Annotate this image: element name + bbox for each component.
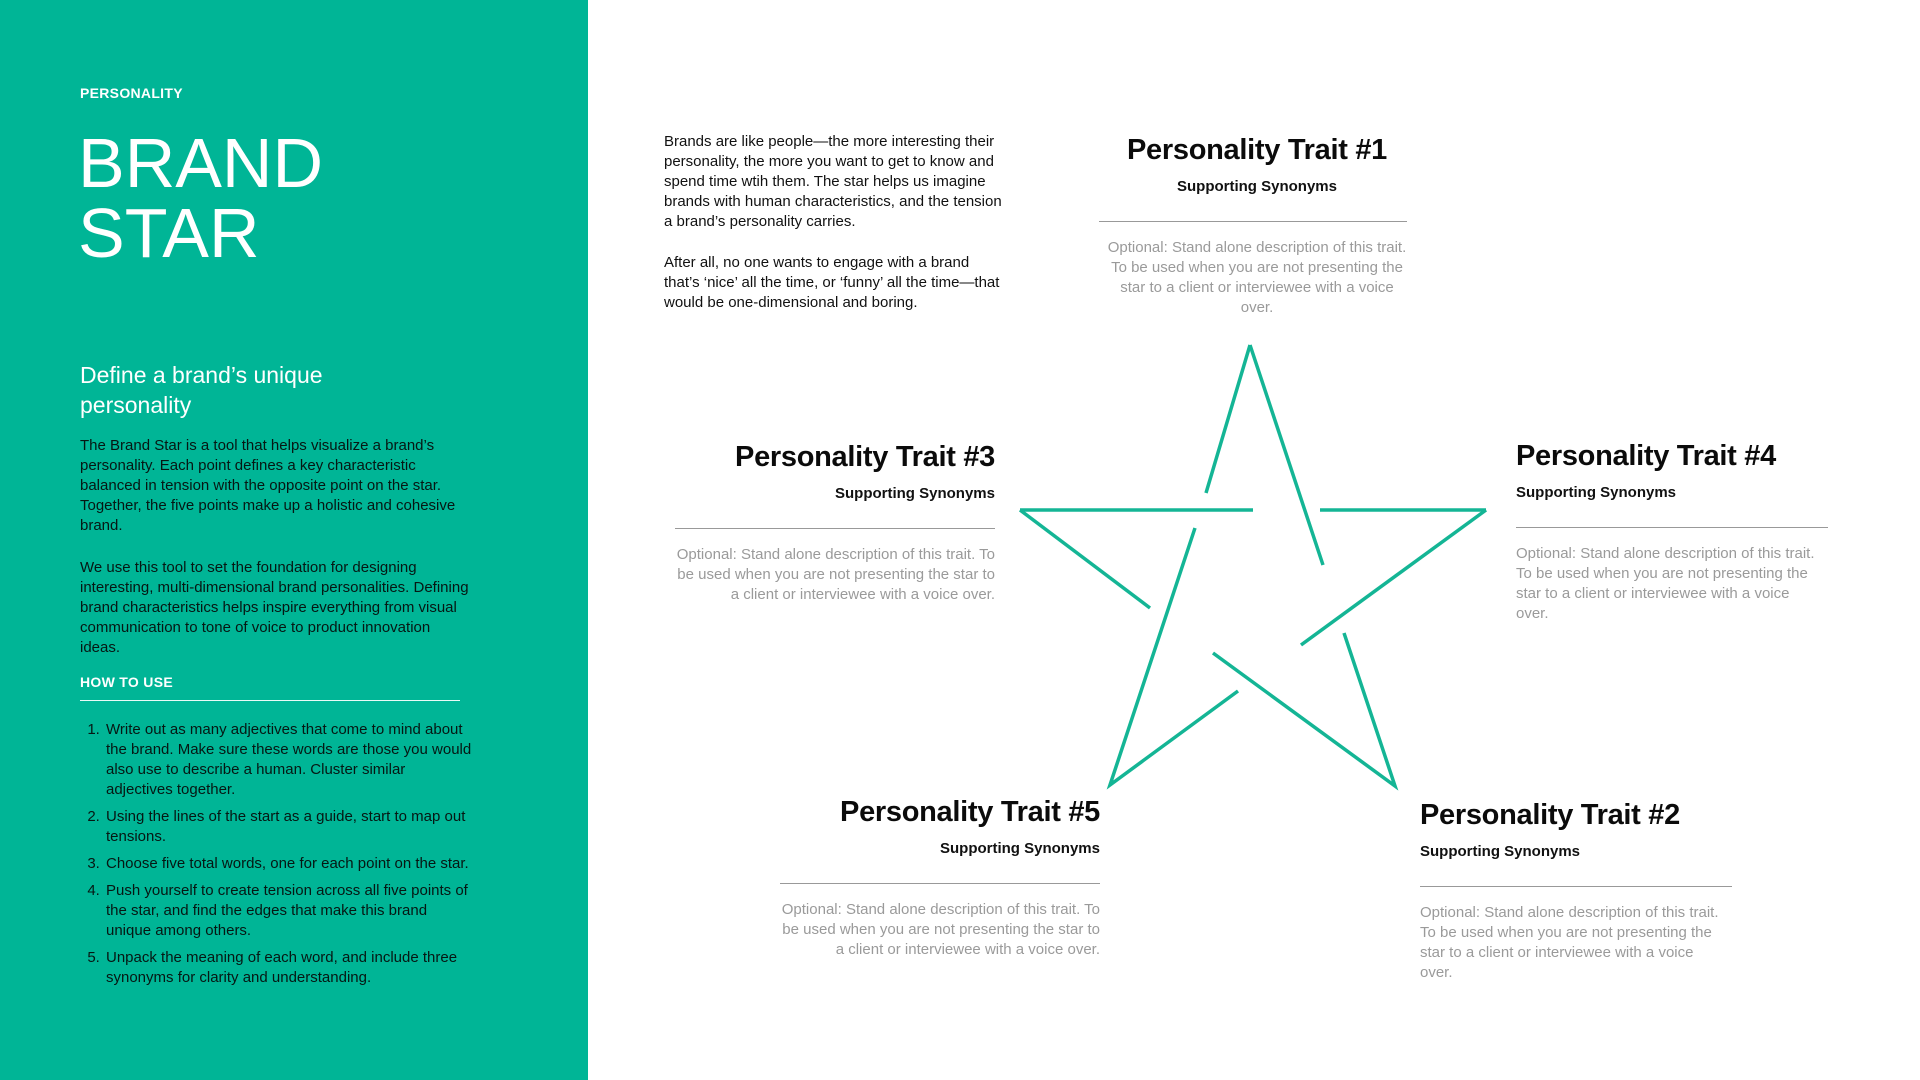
star-line: [1301, 510, 1486, 645]
trait-3-title: Personality Trait #3: [735, 441, 995, 473]
star-line: [1206, 345, 1250, 493]
trait-1: [1097, 133, 1417, 318]
page-title-line-1: BRAND: [78, 124, 324, 202]
step-item-2: 2. Using the lines of the start as a guide, start to map out tensions.: [104, 807, 475, 847]
trait-3-description: Optional: Stand alone description of this trait. To be used when you are not presenting the star to a client or interviewee with a voice over.: [676, 546, 995, 603]
sidebar-panel: [0, 0, 588, 1080]
trait-3-synonyms: Supporting Synonyms: [834, 485, 995, 502]
trait-5: [780, 795, 1100, 960]
intro-paragraph-2: After all, no one wants to engage with a brand that’s ‘nice’ all the time, or ‘funny’ all the time—that would be one-dimensional and boring.: [664, 254, 1000, 311]
trait-4-synonyms: Supporting Synonyms: [1516, 484, 1677, 501]
trait-3: [675, 440, 995, 605]
star-line: [1250, 345, 1323, 565]
page-title: [78, 124, 538, 272]
trait-4-description: Optional: Stand alone description of this trait. To be used when you are not presenting the star to a client or interviewee with a voice over.: [1516, 545, 1815, 622]
trait-2-description: Optional: Stand alone description of this trait. To be used when you are not presenting the star to a client or interviewee with a voice over.: [1420, 904, 1719, 981]
step-item-4: 4. Push yourself to create tension across all five points of the star, and find the edges that make this brand unique among others.: [104, 881, 475, 941]
how-to-use-steps: [80, 720, 475, 995]
trait-2-title: Personality Trait #2: [1420, 799, 1680, 831]
trait-5-description: Optional: Stand alone description of this trait. To be used when you are not presenting the star to a client or interviewee with a voice over.: [781, 901, 1100, 958]
star-line: [1213, 633, 1395, 786]
trait-5-title: Personality Trait #5: [840, 796, 1100, 828]
how-to-use-heading: HOW TO USE: [80, 674, 173, 690]
trait-5-synonyms: Supporting Synonyms: [939, 840, 1100, 857]
trait-4: [1516, 439, 1836, 624]
star-line: [1110, 528, 1238, 785]
trait-2-divider: [1420, 886, 1732, 887]
trait-5-divider: [780, 883, 1100, 884]
trait-2-synonyms: Supporting Synonyms: [1420, 843, 1581, 860]
trait-1-title: Personality Trait #1: [1127, 134, 1387, 166]
page-title-line-2: STAR: [78, 194, 260, 272]
star-line: [1020, 510, 1150, 608]
sidebar-paragraph-1: The Brand Star is a tool that helps visualize a brand’s personality. Each point defines a key characteristic balanced in tension with the opposite point on the star. Together, the five points make up a holistic and cohesive brand.: [80, 437, 456, 534]
sidebar-paragraph-2: We use this tool to set the foundation for designing interesting, multi-dimensional brand personalities. Defining brand characteristics helps inspire everything from visual communication to tone of voice to product innovation ideas.: [80, 559, 469, 656]
trait-4-divider: [1516, 527, 1828, 528]
trait-1-description: Optional: Stand alone description of this trait. To be used when you are not presenting the star to a client or interviewee with a voice over.: [1107, 239, 1407, 316]
trait-4-title: Personality Trait #4: [1516, 440, 1776, 472]
trait-2: [1420, 798, 1740, 983]
sidebar-subheading: Define a brand’s unique personality: [80, 362, 323, 418]
section-eyebrow: PERSONALITY: [80, 85, 183, 101]
intro-paragraph-1: Brands are like people—the more interesting their personality, the more you want to get to know and spend time wtih them. The star helps us imagine brands with human characteristics, and the tension a brand’s personality carries.: [664, 133, 1002, 230]
trait-1-divider: [1099, 221, 1407, 222]
trait-3-divider: [675, 528, 995, 529]
step-item-3: 3. Choose five total words, one for each point on the star.: [104, 854, 475, 874]
step-item-5: 5. Unpack the meaning of each word, and include three synonyms for clarity and understanding.: [104, 948, 475, 988]
trait-1-synonyms: Supporting Synonyms: [1176, 178, 1337, 195]
step-item-1: 1. Write out as many adjectives that come to mind about the brand. Make sure these words are those you would also use to describe a human. Cluster similar adjectives together.: [104, 720, 475, 800]
how-to-use-divider: [80, 700, 460, 701]
